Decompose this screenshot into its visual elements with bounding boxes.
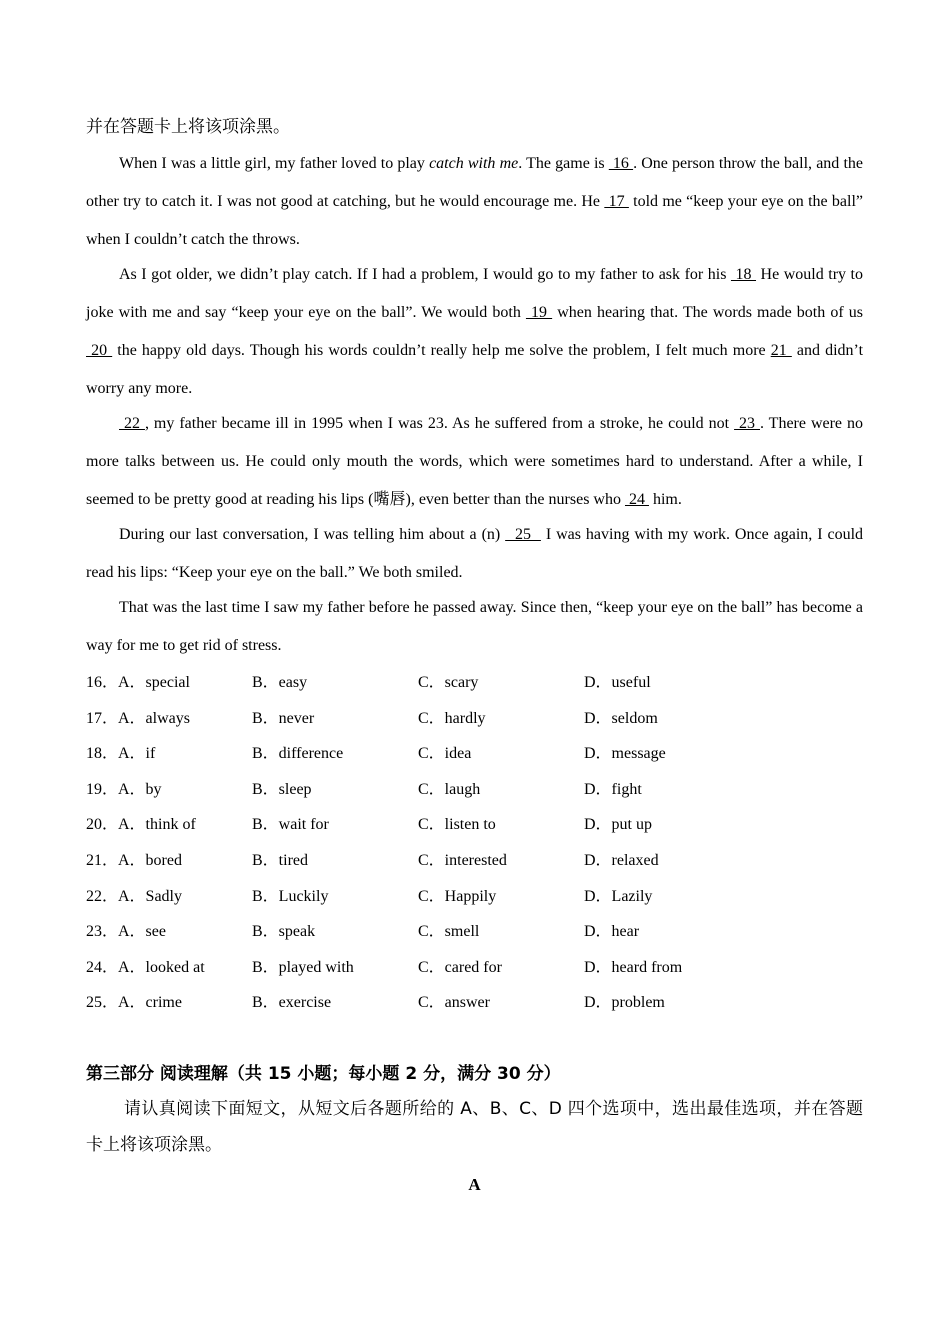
option-b: B．played with	[252, 958, 354, 976]
passage-label: A	[468, 1174, 481, 1194]
option-c: C．hardly	[418, 709, 486, 727]
option-b: B．never	[252, 709, 315, 727]
answer-options	[86, 665, 863, 1021]
text: told me “keep your eye on the ball” when I couldn’t catch the throws.	[86, 193, 863, 248]
option-a: 20．A．think of	[86, 816, 196, 834]
option-c: C．laugh	[418, 780, 481, 798]
option-d: D．relaxed	[584, 851, 659, 869]
text: when hearing that. The words made both of us	[552, 304, 864, 321]
option-a: 23．A．see	[86, 923, 166, 941]
option-c: C．listen to	[418, 816, 496, 834]
blank-25: 25	[505, 526, 541, 543]
blank-19: 19	[525, 304, 553, 321]
passage-paragraph-3	[86, 405, 863, 519]
option-d: D．put up	[584, 816, 653, 834]
text: As I got older, we didn’t play catch. If I had a problem, I would go to my father to ask for his	[119, 266, 731, 283]
text: That was the last time I saw my father before he passed away. Since then, “keep your eye on the ball” has become a way for me to get rid of stress.	[86, 599, 863, 654]
option-a: 18．A．if	[86, 745, 156, 763]
option-row-17	[86, 701, 863, 737]
option-a: 19．A．by	[86, 780, 162, 798]
option-c: C．smell	[418, 923, 480, 941]
blank-21: 21	[770, 342, 792, 359]
option-row-25	[86, 985, 863, 1021]
text: When I was a little girl, my father loved to play	[119, 155, 430, 172]
option-a: 21．A．bored	[86, 851, 182, 869]
option-row-20	[86, 807, 863, 843]
option-b: B．exercise	[252, 994, 332, 1012]
passage-paragraph-4	[86, 516, 863, 592]
option-c: C．cared for	[418, 958, 502, 976]
blank-20: 20	[86, 342, 113, 359]
option-d: D．heard from	[584, 958, 683, 976]
option-b: B．sleep	[252, 780, 312, 798]
passage-paragraph-2	[86, 256, 863, 408]
option-row-19	[86, 772, 863, 808]
option-c: C．scary	[418, 674, 479, 691]
option-d: D．message	[584, 745, 666, 763]
document-page	[86, 110, 863, 1197]
option-d: D．seldom	[584, 709, 658, 727]
option-row-18	[86, 736, 863, 772]
option-row-16	[86, 665, 863, 701]
section-heading: 第三部分 阅读理解（共 15 小题；每小题 2 分，满分 30 分）	[86, 1063, 561, 1084]
option-d: D．useful	[584, 674, 651, 691]
text: and didn’t worry any more.	[86, 342, 864, 397]
option-c: C．Happily	[418, 887, 497, 905]
text: him.	[648, 491, 682, 508]
text: I was having with my work. Once again, I could read his lips: “Keep your eye on the ball.” We both smiled.	[86, 526, 864, 581]
text: . One person throw the ball, and the other try to catch it. I was not good at catching, but he would encourage me. He	[86, 155, 864, 210]
option-a: 25．A．crime	[86, 994, 182, 1012]
text: During our last conversation, I was telling him about a (n)	[119, 526, 506, 543]
option-a: 22．A．Sadly	[86, 887, 183, 905]
text: He would try to joke with me and say “keep your eye on the ball”. We would both	[86, 266, 864, 321]
blank-24: 24	[624, 491, 649, 508]
option-d: D．fight	[584, 780, 642, 798]
option-d: D．problem	[584, 994, 665, 1012]
option-row-23	[86, 914, 863, 950]
blank-16: 16	[608, 155, 634, 172]
option-c: C．idea	[418, 745, 472, 763]
option-b: B．speak	[252, 923, 316, 941]
option-d: D．Lazily	[584, 887, 653, 905]
text: the happy old days. Though his words couldn’t really help me solve the problem, I felt much more	[112, 342, 771, 359]
blank-22: 22	[119, 415, 145, 432]
option-b: B．easy	[252, 674, 308, 691]
text: , my father became ill in 1995 when I was 23. As he suffered from a stroke, he could not	[144, 415, 735, 432]
blank-17: 17	[604, 193, 629, 210]
text: . There were no more talks between us. He could only mouth the words, which were sometimes hard to understand. After a while, I seemed to be pretty good at reading his lips (嘴唇), even better than the nurses who	[86, 415, 864, 508]
option-c: C．interested	[418, 851, 507, 869]
intro-instruction: 并在答题卡上将该项涂黑。	[86, 117, 290, 137]
text: . The game is	[518, 155, 609, 172]
emphasis-text: catch with me	[429, 155, 519, 172]
section-instruction: 请认真阅读下面短文，从短文后各题所给的 A、B、C、D 四个选项中，选出最佳选项，并在答题卡上将该项涂黑。	[86, 1098, 863, 1155]
option-row-24	[86, 950, 863, 986]
option-b: B．difference	[252, 745, 344, 763]
option-c: C．answer	[418, 994, 490, 1012]
passage-paragraph-5	[86, 589, 863, 665]
option-row-22	[86, 879, 863, 915]
passage-paragraph-1	[86, 145, 863, 259]
option-b: B．Luckily	[252, 887, 329, 905]
option-a: 24．A．looked at	[86, 958, 205, 976]
option-d: D．hear	[584, 923, 640, 941]
blank-18: 18	[730, 266, 757, 283]
option-b: B．wait for	[252, 816, 329, 834]
option-b: B．tired	[252, 851, 308, 869]
blank-23: 23	[734, 415, 760, 432]
option-a: 16．A．special	[86, 674, 190, 691]
option-a: 17．A．always	[86, 709, 190, 727]
option-row-21	[86, 843, 863, 879]
